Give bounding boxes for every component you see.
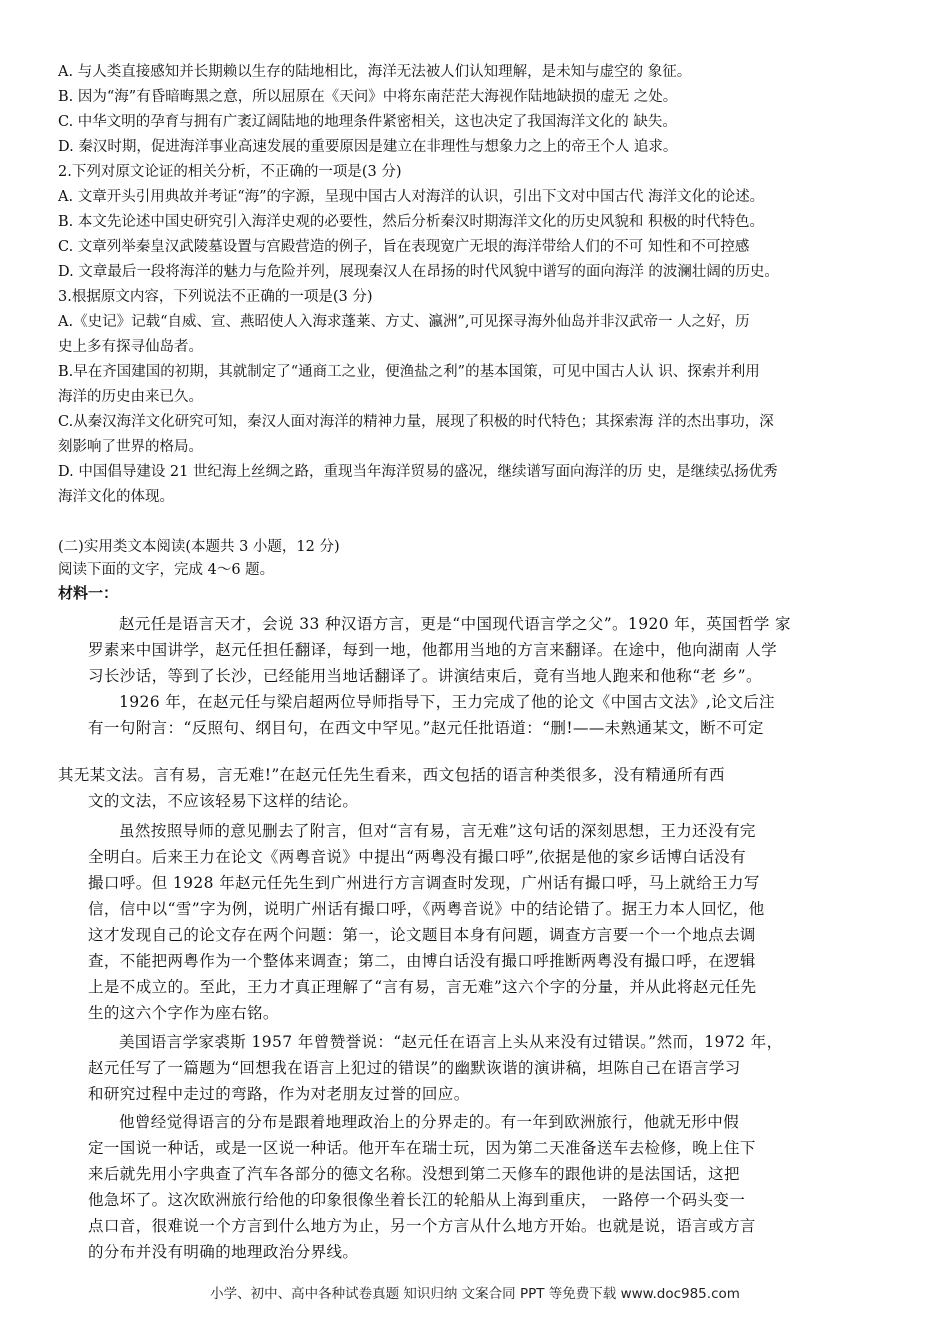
q3-option-a-line2: 史上多有探寻仙岛者。: [58, 339, 203, 355]
q2-option-d: D. 文章最后一段将海洋的魅力与危险并列，展现秦汉人在昂扬的时代风貌中谱写的面向海洋 的波澜壮阔的历史。: [58, 264, 779, 280]
page-footer: 小学、初中、高中各种试卷真题 知识归纳 文案合同 PPT 等免费下载 www.doc985.com: [210, 1286, 740, 1302]
q1-option-a: A. 与人类直接感知并长期赖以生存的陆地相比，海洋无法被人们认知理解，是未知与虚空的 象征。: [58, 64, 692, 80]
material-line: 这才发现自己的论文存在两个问题：第一，论文题目本身有问题，调查方言要一个一个地点去调: [88, 926, 756, 944]
q2-option-a: A. 文章开头引用典故并考证“海”的字源，呈现中国古人对海洋的认识，引出下文对中国古代 海洋文化的论述。: [58, 189, 765, 205]
q3-option-d-line1: D. 中国倡导建设 21 世纪海上丝绸之路，重现当年海洋贸易的盛况，继续谱写面向海洋的历 史，是继续弘扬优秀: [58, 464, 778, 480]
section-instruction: 阅读下面的文字，完成 4～6 题。: [58, 562, 275, 578]
q3-option-d-line2: 海洋文化的体现。: [58, 489, 174, 505]
material-line: 撮口呼。但 1928 年赵元任先生到广州进行方言调查时发现，广州话有撮口呼，马上就给王力写: [88, 874, 760, 892]
material-line: 他曾经觉得语言的分布是跟着地理政治上的分界走的。有一年到欧洲旅行，他就无形中假: [119, 1113, 740, 1131]
material-line: 美国语言学家裘斯 1957 年曾赞誉说：“赵元任在语言上头从来没有过错误。”然而，1972 年，: [119, 1033, 783, 1051]
q1-option-d: D. 秦汉时期，促进海洋事业高速发展的重要原因是建立在非理性与想象力之上的帝王个人 追求。: [58, 139, 678, 155]
material-line: 赵元任写了一篇题为“回想我在语言上犯过的错误”的幽默诙谐的演讲稿，坦陈自己在语言学习: [88, 1059, 741, 1077]
material-line: 有一句附言：“反照句、纲目句，在西文中罕见。”赵元任批语道：“删!——未熟通某文，断不可定: [88, 719, 764, 737]
material-line: 习长沙话，等到了长沙，已经能用当地话翻译了。讲演结束后，竟有当地人跑来和他称“老 乡”。: [88, 667, 762, 685]
material-line: 1926 年，在赵元任与梁启超两位导师指导下，王力完成了他的论文《中国古文法》,论文后注: [119, 693, 775, 711]
q2-stem: 2.下列对原文论证的相关分析，不正确的一项是(3 分): [58, 164, 402, 180]
q3-option-b-line2: 海洋的历史由来已久。: [58, 389, 203, 405]
section-title: (二)实用类文本阅读(本题共 3 小题，12 分): [58, 539, 340, 555]
material-line: 赵元任是语言天才，会说 33 种汉语方言，更是“中国现代语言学之父”。1920 年，英国哲学 家: [119, 615, 791, 633]
q1-option-c: C. 中华文明的孕育与拥有广袤辽阔陆地的地理条件紧密相关，这也决定了我国海洋文化的 缺失。: [58, 114, 677, 130]
material-line: 上是不成立的。至此，王力才真正理解了“言有易，言无难”这六个字的分量，并从此将赵元任先: [88, 978, 757, 996]
material-line: 来后就先用小字典查了汽车各部分的德文名称。没想到第二天修车的跟他讲的是法国话，这把: [88, 1165, 740, 1183]
material-line: 信，信中以“雪”字为例，说明广州话有撮口呼，《两粤音说》中的结论错了。据王力本人回忆，他: [88, 900, 765, 918]
q3-option-c-line2: 刻影响了世界的格局。: [58, 439, 203, 455]
material-line: 点口音，很难说一个方言到什么地方为止，另一个方言从什么地方开始。也就是说，语言或方言: [88, 1217, 756, 1235]
material-line: 生的这六个字作为座右铭。: [88, 1004, 279, 1022]
material-label: 材料一：: [58, 584, 119, 602]
q2-option-b: B. 本文先论述中国史研究引入海洋史观的必要性，然后分析秦汉时期海洋文化的历史风貌和 积极的时代特色。: [58, 214, 764, 230]
material-line: 其无某文法。言有易，言无难!”在赵元任先生看来，西文包括的语言种类很多，没有精通所有西: [58, 766, 725, 784]
material-line: 全明白。后来王力在论文《两粤音说》中提出“两粤没有撮口呼”,依据是他的家乡话博白话没有: [88, 848, 746, 866]
material-line: 定一国说一种话，或是一区说一种话。他开车在瑞士玩，因为第二天准备送车去检修，晚上住下: [88, 1139, 756, 1157]
q3-option-c-line1: C.从秦汉海洋文化研究可知，秦汉人面对海洋的精神力量，展现了积极的时代特色；其探索海 洋的杰出事功，深: [58, 414, 774, 430]
q3-option-a-line1: A.《史记》记载“自威、宣、燕昭使人入海求蓬莱、方丈、瀛洲”,可见探寻海外仙岛并非汉武帝一 人之好，历: [58, 314, 750, 330]
material-line: 他急坏了。这次欧洲旅行给他的印象很像坐着长江的轮船从上海到重庆， 一路停一个码头变一: [88, 1191, 746, 1209]
q3-option-b-line1: B.早在齐国建国的初期，其就制定了“通商工之业，便渔盐之利”的基本国策，可见中国古人认 识、探索并利用: [58, 364, 760, 380]
q2-option-c: C. 文章列举秦皇汉武陵墓设置与宫殿营造的例子，旨在表现宽广无垠的海洋带给人们的不可 知性和不可控感: [58, 239, 750, 255]
material-line: 虽然按照导师的意见删去了附言，但对“言有易，言无难”这句话的深刻思想，王力还没有完: [119, 822, 756, 840]
q3-stem: 3.根据原文内容，下列说法不正确的一项是(3 分): [58, 289, 373, 305]
material-line: 的分布并没有明确的地理政治分界线。: [88, 1243, 359, 1261]
q1-option-b: B. 因为“海”有昏暗晦黑之意，所以屈原在《天问》中将东南茫茫大海视作陆地缺损的虚无 之处。: [58, 89, 678, 105]
material-line: 和研究过程中走过的弯路，作为对老朋友过誉的回应。: [88, 1085, 470, 1103]
material-line: 罗素来中国讲学，赵元任担任翻译，每到一地，他都用当地的方言来翻译。在途中，他向湖南 人学: [88, 641, 778, 659]
material-line: 查，不能把两粤作为一个整体来调查；第二，由博白话没有撮口呼推断两粤没有撮口呼，在逻辑: [88, 952, 756, 970]
material-line: 文的文法，不应该轻易下这样的结论。: [88, 792, 359, 810]
